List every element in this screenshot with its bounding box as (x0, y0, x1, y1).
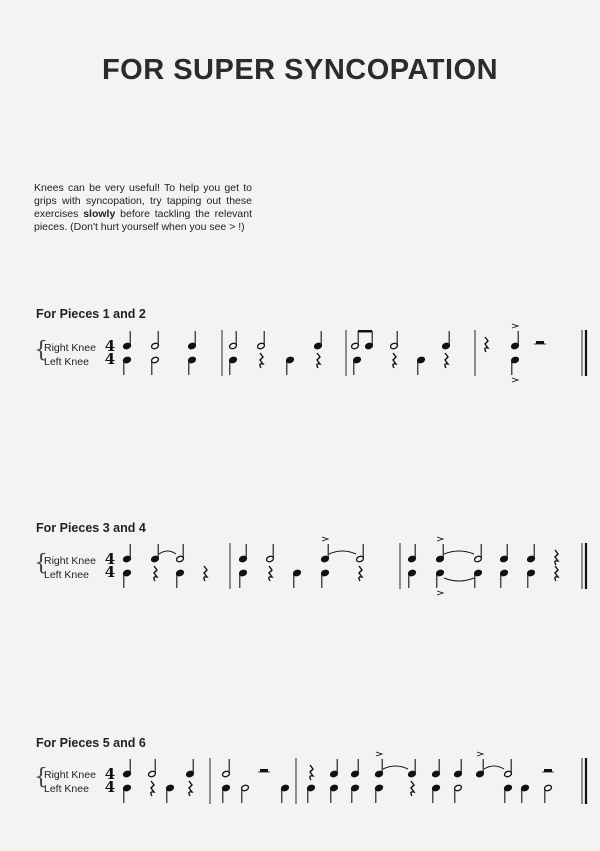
accent-mark (376, 752, 382, 756)
half-rest (536, 341, 544, 344)
accent-mark (322, 537, 328, 541)
half-rest (544, 769, 552, 772)
quarter-rest (154, 566, 157, 581)
quarter-rest (317, 353, 320, 368)
exercise-3-lower-label: Left Knee (44, 783, 89, 795)
exercise-2-heading: For Pieces 3 and 4 (36, 521, 146, 535)
intro-paragraph (34, 182, 252, 234)
time-signature-top: 4 (104, 765, 116, 783)
quarter-rest (485, 337, 488, 352)
tie-arc (329, 551, 356, 554)
half-rest (260, 769, 268, 772)
exercise-2-lower-label: Left Knee (44, 569, 89, 581)
exercise-1-heading: For Pieces 1 and 2 (36, 307, 146, 321)
accent-mark (477, 752, 483, 756)
intro-text-bold: slowly (83, 208, 116, 220)
quarter-rest (269, 566, 272, 581)
tie-arc (484, 766, 504, 769)
exercise-3-upper-label: Right Knee (44, 769, 96, 781)
accent-mark (512, 324, 518, 328)
accent-mark (437, 537, 443, 541)
quarter-rest (359, 566, 362, 581)
time-signature-bottom: 4 (104, 350, 116, 368)
intro-text-start: Knees can be very useful! To help you get to grips with syncopation, try tapping out these exercises (34, 182, 252, 220)
exercise-2-brace: { (34, 551, 48, 576)
exercise-3-rhythm-staff (0, 750, 600, 820)
intro-text-end: before tackling the relevant pieces. (Don't hurt yourself when you see > !) (34, 208, 253, 233)
accent-mark (437, 591, 443, 595)
exercise-1-brace: { (34, 338, 48, 363)
exercise-3-brace: { (34, 765, 48, 790)
eighth-beam (358, 330, 372, 333)
accent-mark (512, 378, 518, 382)
quarter-rest (411, 781, 414, 796)
time-signature-top: 4 (104, 337, 116, 355)
tie-arc (444, 551, 474, 554)
quarter-rest (310, 765, 313, 780)
tie-arc (159, 551, 176, 554)
exercise-1-lower-label: Left Knee (44, 356, 89, 368)
quarter-rest (555, 550, 558, 565)
time-signature-bottom: 4 (104, 563, 116, 581)
time-signature-bottom: 4 (104, 778, 116, 796)
exercise-3-heading: For Pieces 5 and 6 (36, 736, 146, 750)
quarter-rest (204, 566, 207, 581)
page-title: FOR SUPER SYNCOPATION (101, 54, 499, 86)
exercise-1-rhythm-staff (0, 322, 600, 392)
quarter-rest (151, 781, 154, 796)
quarter-rest (393, 353, 396, 368)
exercise-1-upper-label: Right Knee (44, 342, 96, 354)
quarter-rest (189, 781, 192, 796)
exercise-2-rhythm-staff (0, 535, 600, 605)
quarter-rest (260, 353, 263, 368)
quarter-rest (445, 353, 448, 368)
exercise-2-upper-label: Right Knee (44, 555, 96, 567)
tie-arc (383, 766, 408, 769)
quarter-rest (555, 566, 558, 581)
tie-arc (444, 578, 474, 581)
time-signature-top: 4 (104, 550, 116, 568)
